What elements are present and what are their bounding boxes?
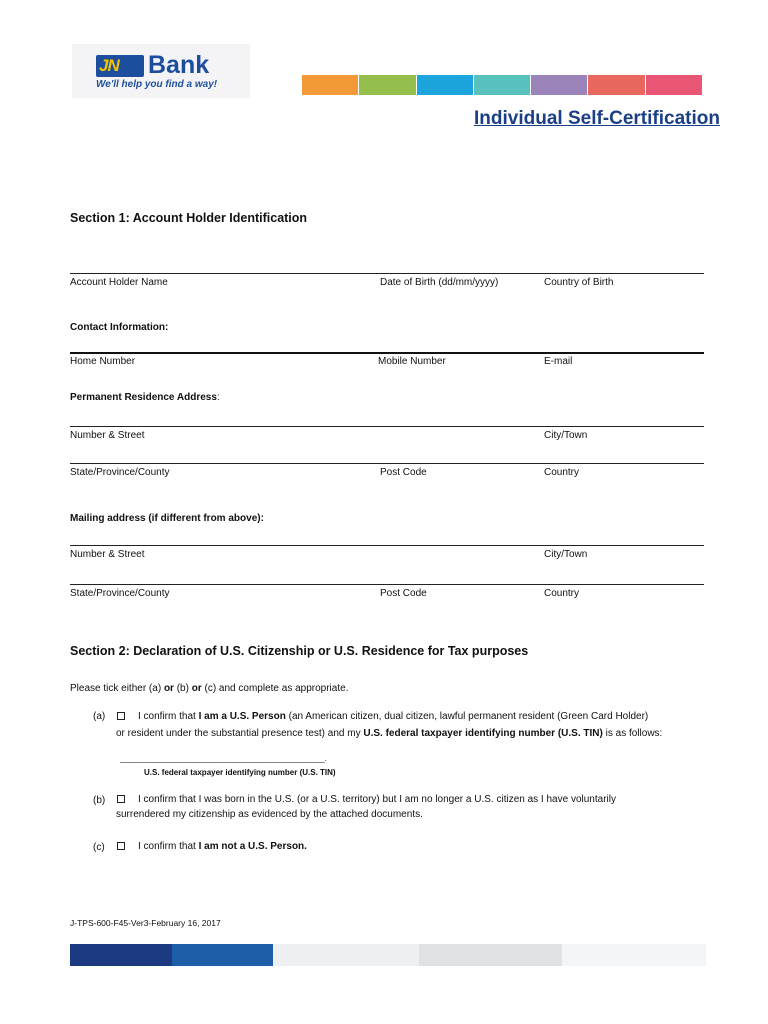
option-a-text: I confirm that	[138, 711, 199, 722]
tick-instruction-part: Please tick either (a)	[70, 683, 164, 694]
tin-input-line[interactable]: ______________________________________________.	[120, 754, 327, 763]
option-a-checkbox[interactable]	[117, 712, 125, 720]
footer-bar-segment	[172, 944, 273, 966]
tin-label: U.S. federal taxpayer identifying number (U.S. TIN)	[144, 768, 336, 777]
mailing-state-label: State/Province/County	[70, 588, 170, 599]
option-a-text: is as follows:	[602, 728, 663, 739]
option-a-line2	[116, 726, 662, 742]
permanent-city-label: City/Town	[544, 430, 588, 441]
option-a-text: (an American citizen, dual citizen, lawful permanent resident (Green Card Holder)	[285, 711, 649, 722]
mobile-number-label: Mobile Number	[378, 356, 446, 367]
option-c-checkbox[interactable]	[117, 842, 125, 850]
permanent-country-label: Country	[544, 467, 580, 478]
option-a-text: or resident under the substantial presence test) and my	[116, 728, 364, 739]
account-holder-name-label: Account Holder Name	[70, 277, 168, 288]
form-code: J-TPS-600-F45-Ver3-February 16, 2017	[70, 918, 221, 928]
option-b-checkbox[interactable]	[117, 795, 125, 803]
strip-block	[588, 75, 644, 95]
contact-info-heading: Contact Information:	[70, 322, 169, 333]
strip-block	[417, 75, 473, 95]
mailing-state-line[interactable]	[70, 584, 704, 585]
option-c-text: I confirm that	[138, 841, 199, 852]
permanent-street-label: Number & Street	[70, 430, 145, 441]
permanent-address-colon: :	[216, 392, 220, 403]
mailing-street-line[interactable]	[70, 545, 704, 546]
option-b-line1: I confirm that I was born in the U.S. (or a U.S. territory) but I am no longer a U.S. citizen as I have voluntarily	[138, 794, 616, 805]
mailing-city-label: City/Town	[544, 549, 588, 560]
option-a-marker: (a)	[93, 711, 106, 722]
tick-instruction-or: or	[163, 683, 174, 694]
jn-logo-text: JN	[99, 56, 119, 75]
date-of-birth-label: Date of Birth (dd/mm/yyyy)	[380, 277, 499, 288]
tick-instruction-part: (b)	[173, 683, 192, 694]
strip-block	[359, 75, 415, 95]
footer-bar-segment	[562, 944, 706, 966]
document-title: Individual Self-Certification	[474, 108, 720, 129]
section1-title: Section 1: Account Holder Identification	[70, 211, 308, 225]
section2-title: Section 2: Declaration of U.S. Citizenship or U.S. Residence for Tax purposes	[70, 644, 529, 658]
color-strip	[302, 75, 702, 95]
mailing-postcode-label: Post Code	[380, 588, 427, 599]
tick-instruction-part: (c) and complete as appropriate.	[201, 683, 349, 694]
mailing-country-label: Country	[544, 588, 580, 599]
option-c-bold: I am not a U.S. Person.	[198, 841, 307, 852]
option-a-line1	[138, 709, 648, 725]
tick-instruction	[70, 681, 348, 697]
home-number-label: Home Number	[70, 356, 136, 367]
option-a-tin-bold: U.S. federal taxpayer identifying number (U.S. TIN)	[363, 728, 603, 739]
bank-logo-text: Bank	[148, 51, 210, 79]
permanent-address-heading-text: Permanent Residence Address	[70, 392, 217, 403]
account-holder-line[interactable]	[70, 273, 704, 274]
option-a-bold: I am a U.S. Person	[198, 711, 286, 722]
strip-block	[474, 75, 530, 95]
option-c-line	[138, 839, 307, 855]
email-label: E-mail	[544, 356, 573, 367]
bank-tagline: We'll help you find a way!	[96, 79, 218, 90]
footer-bar	[70, 944, 706, 966]
contact-info-line[interactable]	[70, 352, 704, 354]
mailing-address-heading: Mailing address (if different from above):	[70, 513, 264, 524]
option-c-marker: (c)	[93, 842, 105, 853]
mailing-street-label: Number & Street	[70, 549, 145, 560]
footer-bar-segment	[273, 944, 419, 966]
footer-bar-segment	[70, 944, 172, 966]
footer-bar-segment	[419, 944, 562, 966]
permanent-street-line[interactable]	[70, 426, 704, 427]
option-b-line2: surrendered my citizenship as evidenced by the attached documents.	[116, 809, 423, 820]
option-b-marker: (b)	[93, 795, 106, 806]
permanent-state-label: State/Province/County	[70, 467, 170, 478]
strip-block	[531, 75, 587, 95]
strip-block	[646, 75, 702, 95]
permanent-state-line[interactable]	[70, 463, 704, 464]
tick-instruction-or: or	[191, 683, 202, 694]
permanent-address-heading	[70, 392, 220, 403]
country-of-birth-label: Country of Birth	[544, 277, 614, 288]
permanent-postcode-label: Post Code	[380, 467, 427, 478]
strip-block	[302, 75, 358, 95]
